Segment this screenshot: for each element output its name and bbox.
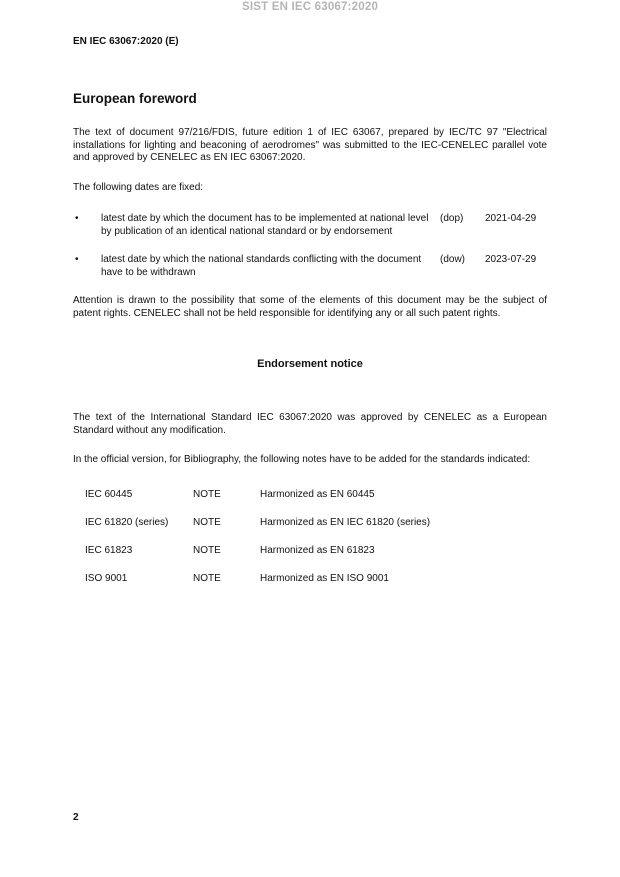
note-standard: IEC 61823	[85, 544, 133, 556]
date-code: (dop)	[440, 213, 464, 224]
note-text: Harmonized as EN ISO 9001	[260, 572, 389, 584]
bullet-icon: •	[75, 254, 79, 265]
date-item-dop	[73, 213, 547, 238]
note-row	[73, 545, 547, 558]
harmonized-notes-table	[73, 489, 547, 586]
note-label: NOTE	[193, 488, 221, 500]
bullet-icon: •	[75, 213, 79, 224]
note-standard: IEC 61820 (series)	[85, 516, 169, 528]
note-text: Harmonized as EN IEC 61820 (series)	[260, 516, 431, 528]
doc-reference: EN IEC 63067:2020 (E)	[73, 36, 179, 47]
note-label: NOTE	[193, 572, 221, 584]
section-title-european-foreword: European foreword	[73, 91, 197, 106]
date-item-text: latest date by which the document has to be implemented at national level by publication of an identical national standard or by endorsement	[101, 213, 429, 237]
note-text: Harmonized as EN 60445	[260, 488, 375, 500]
patent-rights-paragraph: Attention is drawn to the possibility that some of the elements of this document may be the subject of patent rights. CENELEC shall not be held responsible for identifying any or all such patent rights.	[73, 295, 547, 319]
fixed-dates-list	[73, 213, 547, 279]
note-row	[73, 517, 547, 530]
note-text: Harmonized as EN 61823	[260, 544, 375, 556]
note-label: NOTE	[193, 544, 221, 556]
page-number: 2	[73, 812, 79, 823]
date-value: 2021-04-29	[485, 213, 537, 224]
date-item-text: latest date by which the national standards conflicting with the document have to be withdrawn	[101, 254, 422, 278]
date-value: 2023-07-29	[485, 254, 537, 265]
note-standard: ISO 9001	[85, 572, 128, 584]
note-standard: IEC 60445	[85, 488, 133, 500]
endorsement-paragraph-2: In the official version, for Bibliography, the following notes have to be added for the standards indicated:	[73, 454, 531, 465]
page-content	[73, 0, 547, 601]
dates-intro-paragraph: The following dates are fixed:	[73, 181, 204, 193]
date-item-dow	[73, 254, 547, 279]
note-row	[73, 489, 547, 502]
section-title-endorsement-notice: Endorsement notice	[257, 358, 363, 370]
foreword-paragraph-1: The text of document 97/216/FDIS, future edition 1 of IEC 63067, prepared by IEC/TC 97 "Electrical installations for lighting and beaconing of aerodromes" was submitted to the IEC-CENELEC parallel vote and approved by CENELEC as EN IEC 63067:2020.	[73, 127, 547, 163]
date-code: (dow)	[440, 254, 466, 265]
note-label: NOTE	[193, 516, 221, 528]
watermark: SIST EN IEC 63067:2020	[241, 1, 379, 13]
note-row	[73, 573, 547, 586]
endorsement-paragraph-1: The text of the International Standard IEC 63067:2020 was approved by CENELEC as a European Standard without any modification.	[73, 412, 547, 436]
